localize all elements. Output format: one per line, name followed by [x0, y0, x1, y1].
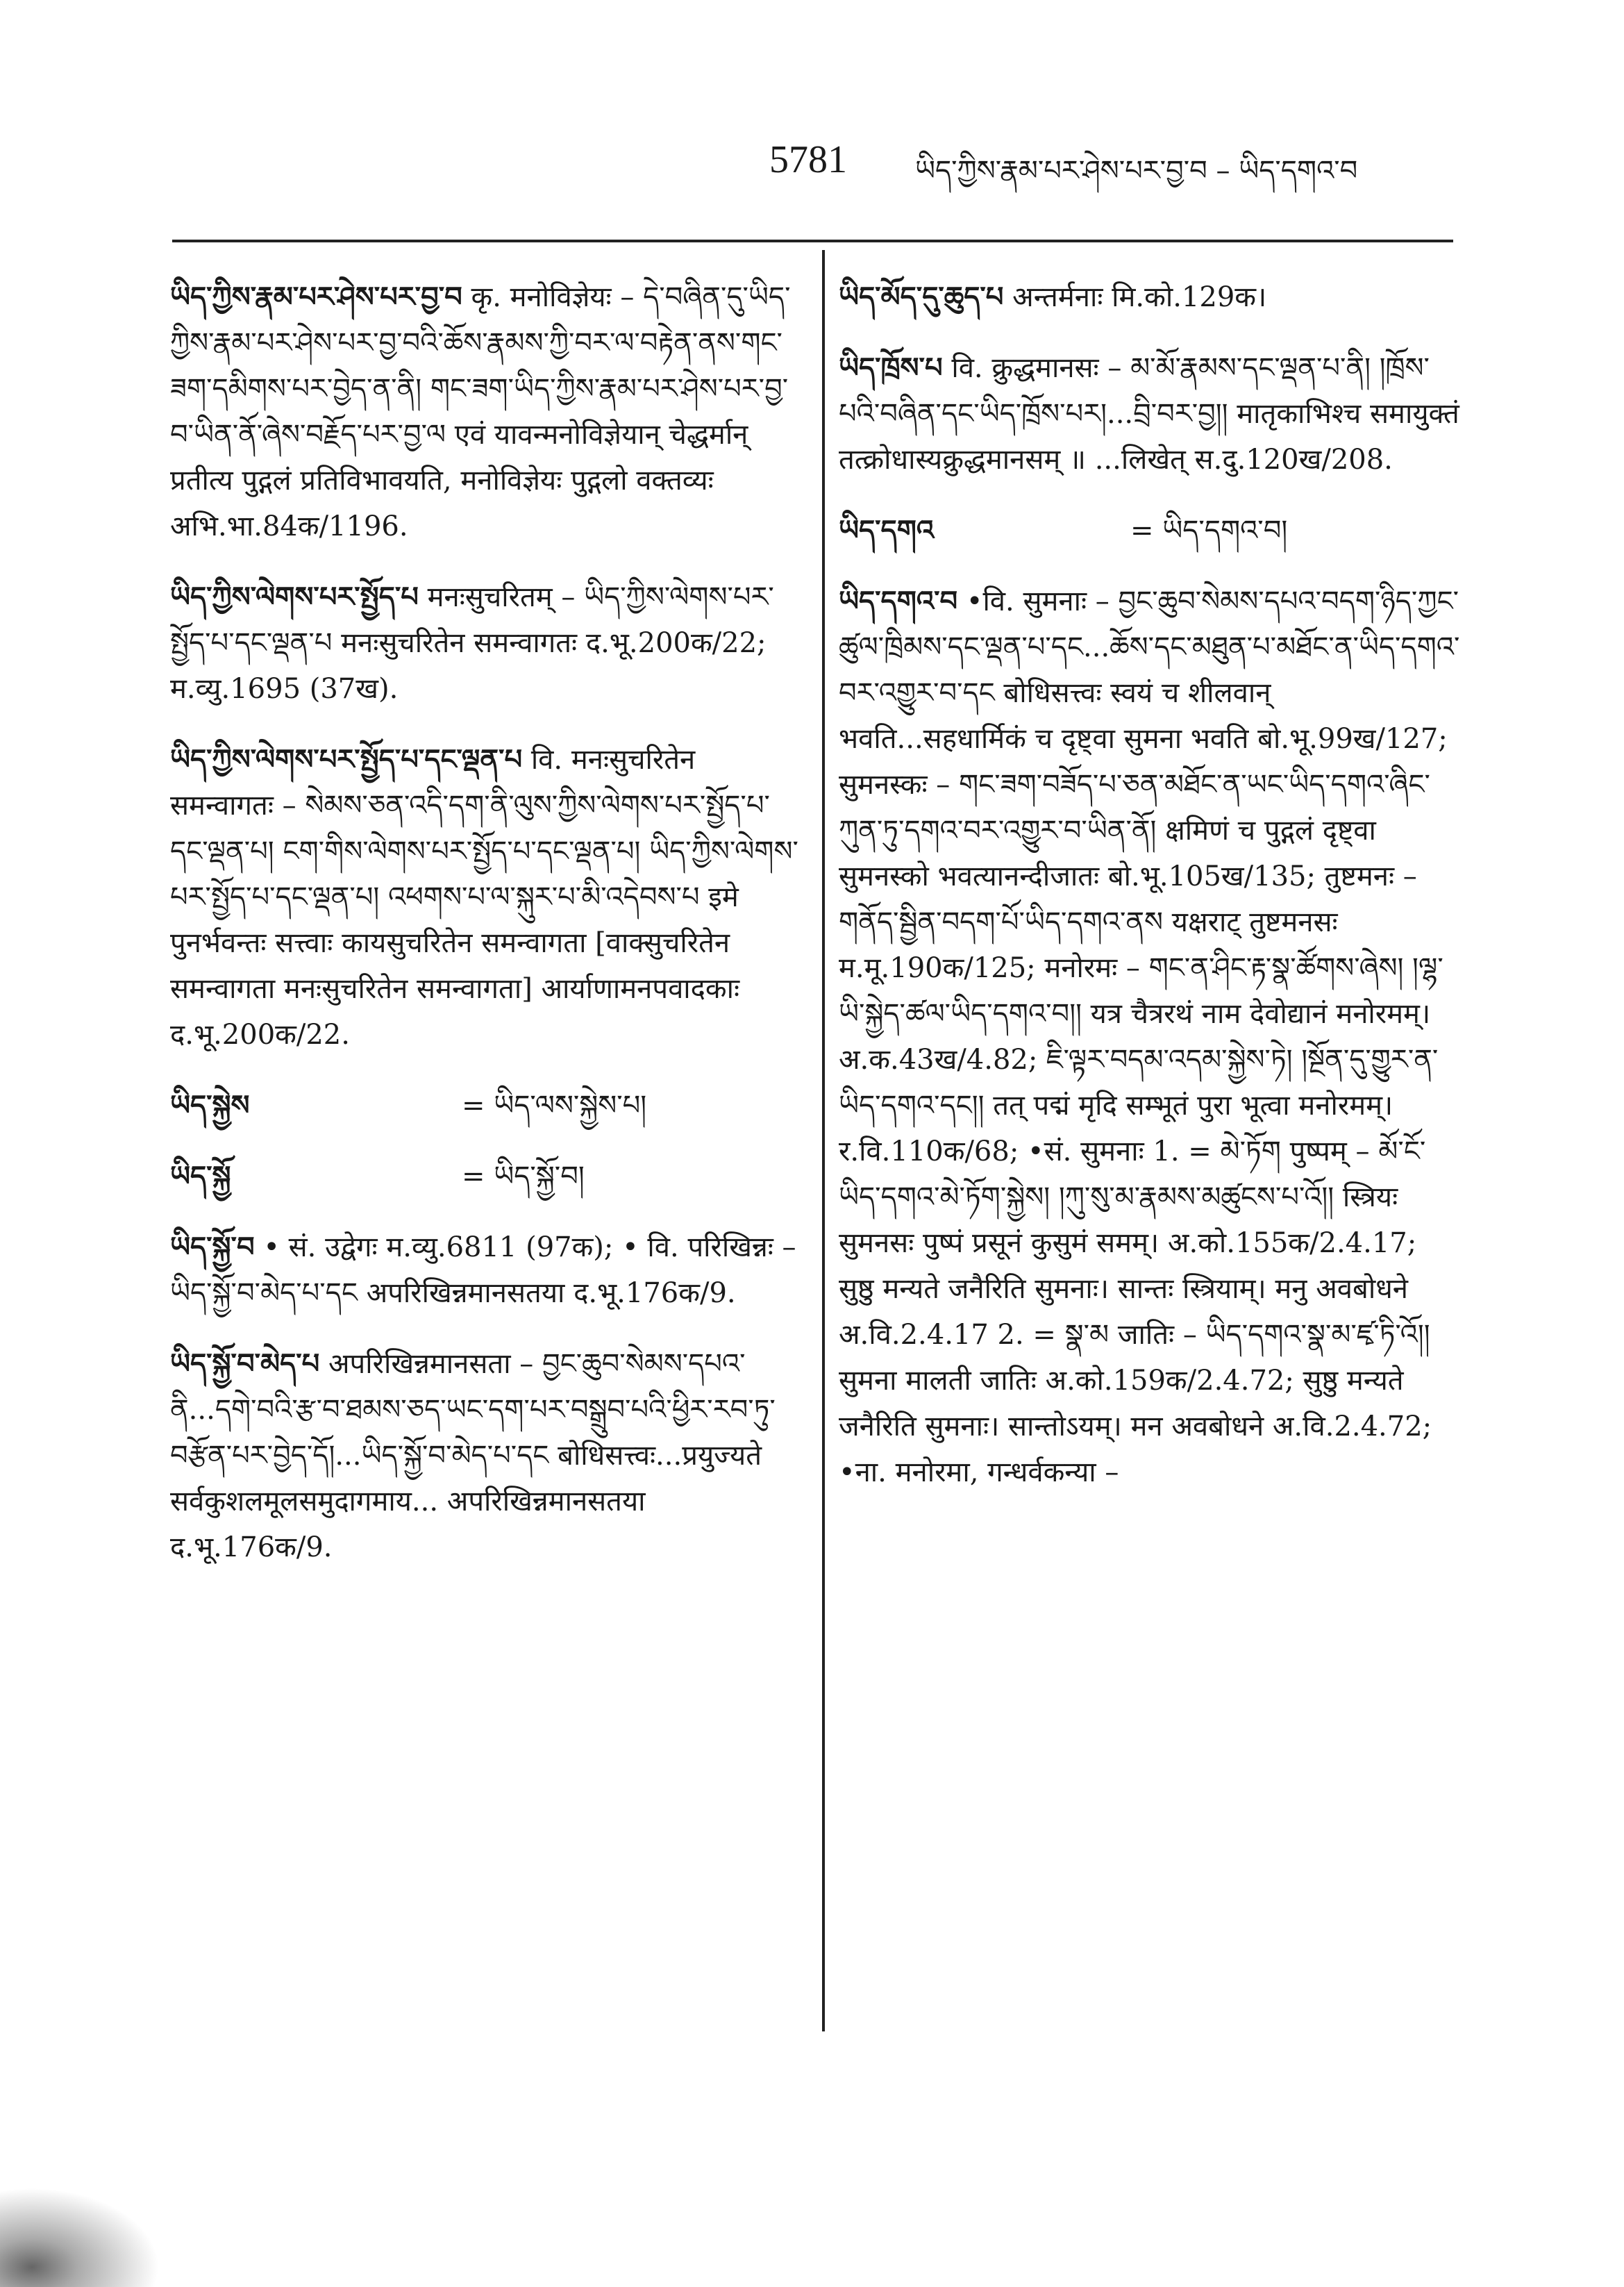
entry: [839, 345, 1460, 483]
entry-body: = ཡིད་སྐྱོ་བ།: [462, 1161, 585, 1192]
cross-reference-entry: [170, 1154, 798, 1199]
left-column: [170, 274, 798, 1595]
entry: [170, 1224, 798, 1316]
entry-body: वि. क्रुद्धमानसः – མ་མོ་རྣམས་དང་ལྡན་པ་ནི། །ཁྲོས་པའི་བཞིན་དང་ཡིད་ཁྲོས་པར།...བྲི་བར་བྱ།། मातृकाभिश्च समायुक्तं तत्क्रोधास्यक्रुद्धमानसम् ॥ ...लिखेत् स.दु.120ख/208.: [839, 352, 1459, 476]
headword: ཡིད་སྐྱོ་བ: [170, 1231, 255, 1263]
headword: ཡིད་ཀྱིས་ལེགས་པར་སྤྱོད་པ: [170, 581, 419, 613]
running-head: ཡིད་ཀྱིས་རྣམ་པར་ཤེས་པར་བྱ་བ – ཡིད་དགའ་བ: [915, 155, 1358, 187]
headword: ཡིད་ཀྱིས་ལེགས་པར་སྤྱོད་པ་དང་ལྡན་པ: [170, 743, 523, 776]
page-number: 5781: [769, 138, 847, 181]
headword: ཡིད་ཁྲོས་པ: [839, 351, 943, 384]
right-column: [839, 274, 1460, 1520]
entry: [170, 274, 798, 549]
headword: ཡིད་དགའ་བ: [839, 585, 958, 617]
entry-body: = ཡིད་ལས་སྐྱེས་པ།: [462, 1090, 647, 1122]
entry-body: अपरिखिन्नमानसता – བྱང་ཆུབ་སེམས་དཔའ་ནི...དགེ་བའི་རྩ་བ་ཐམས་ཅད་ཡང་དག་པར་བསྒྲུབ་པའི་ཕྱིར་རབ་ཏུ་བརྩོན་པར་བྱེད་དོ།...ཡིད་སྐྱོ་བ་མེད་པ་དང बोधिसत्त्वः...प्रयुज्यते सर्वकुशलमूलसमुदागमाय... अपरिखिन्नमानसतया द.भू.176क/9.: [170, 1348, 776, 1563]
entry: [839, 274, 1460, 320]
column-divider: [822, 250, 825, 2031]
entry: [170, 737, 798, 1058]
entry-body: अन्तर्मनाः मि.को.129क।: [1012, 281, 1267, 313]
entry-body: •वि. सुमनाः – བྱང་ཆུབ་སེམས་དཔའ་བདག་ཉིད་ཀྱང་ཚུལ་ཁྲིམས་དང་ལྡན་པ་དང...ཆོས་དང་མཐུན་པ་མཐོང་ན་ཡིད་དགའ་བར་འགྱུར་བ་དང बोधिसत्त्वः स्वयं च शीलवान् भवति...सहधार्मिकं च दृष्ट्वा सुमना भवति बो.भू.99ख/127; सुमनस्कः – གང་ཟག་བཟོད་པ་ཅན་མཐོང་ན་ཡང་ཡིད་དགའ་ཞིང་ཀུན་ཏུ་དགའ་བར་འགྱུར་བ་ཡིན་ནོ། क्षमिणं च पुद्गलं दृष्ट्वा सुमनस्को भवत्यानन्दीजातः बो.भू.105ख/135; तुष्टमनः – གནོད་སྦྱིན་བདག་པོ་ཡིད་དགའ་ནས यक्षराट् तुष्टमनसः म.मू.190क/125; मनोरमः – གང་ན་ཤིང་རྟ་སྣ་ཚོགས་ཞེས། །ལྷ་ཡི་སྐྱེད་ཚལ་ཡིད་དགའ་བ།། यत्र चैत्ररथं नाम देवोद्यानं मनोरमम्। अ.क.43ख/4.82; ཇི་ལྟར་བདམ་འདམ་སྐྱེས་ཏེ། །སྔོན་དུ་གྱུར་ན་ཡིད་དགའ་དང།། तत् पद्मं मृदि सम्भूतं पुरा भूत्वा मनोरमम्। र.वि.110क/68; •सं. सुमनाः 1. = མེ་ཏོག पुष्पम् – མོ་ངོ་ཡིད་དགའ་མེ་ཏོག་སྐྱེས། །ཀུ་སུ་མ་རྣམས་མཚུངས་པ་འོ།། स्त्रियः सुमनसः पुष्पं प्रसूनं कुसुमं समम्। अ.को.155क/2.4.17; सुष्ठु मन्यते जनैरिति सुमनाः। सान्तः स्त्रियाम्। मनु अवबोधने अ.वि.2.4.17 2. = སྣ་མ जातिः – ཡིད་དགའ་སྣ་མ་ཛྭ་ཏི་འོ།། सुमना मालती जातिः अ.को.159क/2.4.72; सुष्ठु मन्यते जनैरिति सुमनाः। सान्तोऽयम्। मन अवबोधने अ.वि.2.4.72; •ना. मनोरमा, गन्धर्वकन्या –: [839, 585, 1460, 1488]
entry-body: = ཡིད་དགའ་བ།: [1130, 515, 1288, 547]
entry-body: मनःसुचरितम् – ཡིད་ཀྱིས་ལེགས་པར་སྤྱོད་པ་དང་ལྡན་པ मनःसुचरितेन समन्वागतः द.भू.200क/22; म.व्यु.1695 (37ख).: [170, 581, 774, 705]
entry-body: कृ. मनोविज्ञेयः – དེ་བཞིན་དུ་ཡིད་ཀྱིས་རྣམ་པར་ཤེས་པར་བྱ་བའི་ཆོས་རྣམས་ཀྱི་བར་ལ་བརྟེན་ནས་གང་ཟག་དམིགས་པར་བྱེད་ན་ནི། གང་ཟག་ཡིད་ཀྱིས་རྣམ་པར་ཤེས་པར་བྱ་བ་ཡིན་ནོ་ཞེས་བརྗོད་པར་བྱ་ལ एवं यावन्मनोविज्ञेयान् चेद्धर्मान् प्रतीत्य पुद्गलं प्रतिविभावयति, मनोविज्ञेयः पुद्गलो वक्तव्यः अभि.भा.84क/1196.: [170, 281, 791, 542]
headword: ཡིད་སྐྱེས: [170, 1089, 250, 1122]
headword: ཡིད་ཀྱིས་རྣམ་པར་ཤེས་པར་བྱ་བ: [170, 281, 462, 313]
entry: [839, 579, 1460, 1495]
cross-reference-entry: [839, 508, 1460, 554]
headword: ཡིད་དགའ: [839, 514, 935, 547]
headword: ཡིད་མོད་དུ་ཆུད་པ: [839, 281, 1004, 313]
headword: ཡིད་སྐྱོ་བ་མེད་པ: [170, 1347, 320, 1380]
scan-smudge: [0, 2188, 160, 2287]
cross-reference-entry: [170, 1083, 798, 1129]
header-rule: [172, 240, 1453, 242]
entry-body: वि. मनःसुचरितेन समन्वागतः – སེམས་ཅན་འདི་དག་ནི་ལུས་ཀྱིས་ལེགས་པར་སྤྱོད་པ་དང་ལྡན་པ། ངག་གིས་ལེགས་པར་སྤྱོད་པ་དང་ལྡན་པ། ཡིད་ཀྱིས་ལེགས་པར་སྤྱོད་པ་དང་ལྡན་པ། འཕགས་པ་ལ་སྐུར་པ་མི་འདེབས་པ इमे पुनर्भवन्तः सत्त्वाः कायसुचरितेन समन्वागता [वाक्सुचरितेन समन्वागता मनःसुचरितेन समन्वागता] आर्याणामनपवादकाः द.भू.200क/22.: [170, 744, 798, 1051]
entry: [170, 1341, 798, 1570]
entry: [170, 574, 798, 712]
headword: ཡིད་སྐྱོ: [170, 1160, 231, 1192]
entry-body: • सं. उद्वेगः म.व्यु.6811 (97क); • वि. परिखिन्नः – ཡིད་སྐྱོ་བ་མེད་པ་དང अपरिखिन्नमानसतया द.भू.176क/9.: [170, 1231, 796, 1309]
